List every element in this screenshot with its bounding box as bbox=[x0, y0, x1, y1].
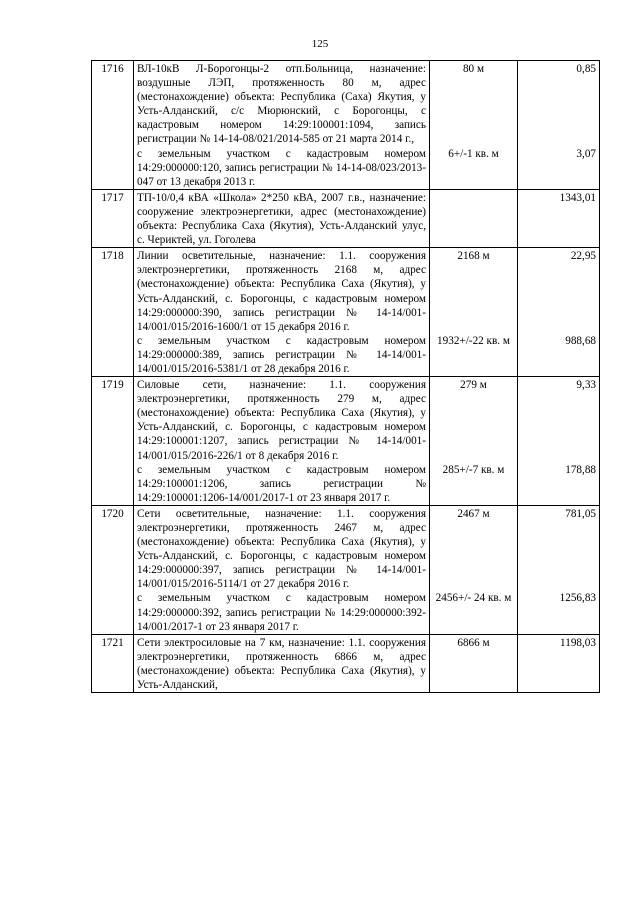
record-description bbox=[134, 189, 430, 247]
record-value bbox=[518, 377, 600, 506]
object-quantity: 2168 м bbox=[457, 250, 490, 263]
record-quantity bbox=[430, 505, 518, 634]
object-value: 1198,03 bbox=[560, 636, 596, 649]
object-description: Линии осветительные, назначение: 1.1. сооружения электроэнергетики, протяженность 2168 м, адрес (местонахождение) объекта: Республика Саха (Якутия), у Усть-Алданский, с. Борогонцы, с кадастровым номером 14:29:000000:390, запись регистрации № 14-14/001-14/001/015/2016-1600/1 от 15 декабря 2016 г. bbox=[137, 250, 426, 333]
property-registry-table bbox=[91, 60, 600, 693]
land-plot-area: 2456+/- 24 кв. м bbox=[435, 592, 512, 605]
object-value: 9,33 bbox=[576, 379, 596, 392]
object-description: ВЛ-10кВ Л-Борогонцы-2 отп.Больница, назначение: воздушные ЛЭП, протяженность 80 м, адрес (местонахождение) объекта: Республика (Саха) Якутия, у Усть-Алданский, с/с Мюрюнский, с Борогонцы, с кадастровым номером 14:29:100001:1094, запись регистрации № 14-14-08/021/2014-585 от 21 марта 2014 г., bbox=[137, 63, 426, 146]
land-plot-description: с земельным участком с кадастровым номером 14:29:000000:392, запись регистрации № 14:29:000000:392-14/001/2017-1 от 23 января 2017 г. bbox=[137, 592, 426, 633]
record-description bbox=[134, 505, 430, 634]
record-value bbox=[518, 248, 600, 377]
land-plot-description: с земельным участком с кадастровым номером 14:29:100001:1206, запись регистрации № 14:29:100001:1206-14/001/2017-1 от 23 января 2017 г. bbox=[137, 463, 426, 504]
page-number: 125 bbox=[311, 38, 329, 50]
record-quantity bbox=[430, 61, 518, 190]
object-description: Силовые сети, назначение: 1.1. сооружения электроэнергетики, протяженность 279 м, адрес (местонахождение) объекта: Республика Саха (Якутия), у Усть-Алданский, с. Борогонцы, с кадастровым номером 14:29:100001:1207, запись регистрации № 14-14/001-14/001/015/2016-226/1 от 8 декабря 2016 г. bbox=[137, 379, 426, 462]
record-value bbox=[518, 189, 600, 247]
land-plot-value: 178,88 bbox=[565, 463, 596, 476]
record-quantity bbox=[430, 189, 518, 247]
record-description bbox=[134, 61, 430, 190]
land-plot-description: с земельным участком с кадастровым номером 14:29:000000:389, запись регистрации № 14-14/001-14/001/015/2016-5381/1 от 28 декабря 2016 г. bbox=[137, 334, 426, 375]
object-description: ТП-10/0,4 кВА «Школа» 2*250 кВА, 2007 г.в., назначение: сооружение электроэнергетики, адрес (местонахождение) объекта: Республика Саха (Якутия), Усть-Алданский улус, с. Чериктей, ул. Гоголева bbox=[137, 191, 426, 247]
object-quantity: 6866 м bbox=[457, 636, 490, 649]
object-description: Сети электросиловые на 7 км, назначение: 1.1. сооружения электроэнергетики, протяженность 6866 м, адрес (местонахождение) объекта: Республика Саха (Якутия), у Усть-Алданский, bbox=[137, 636, 426, 692]
record-description bbox=[134, 634, 430, 692]
record-number: 1717 bbox=[92, 189, 134, 247]
table-row bbox=[92, 505, 600, 634]
table-row bbox=[92, 377, 600, 506]
record-value bbox=[518, 634, 600, 692]
record-description bbox=[134, 248, 430, 377]
land-plot-value: 1256,83 bbox=[559, 592, 596, 605]
object-value: 0,85 bbox=[576, 63, 596, 75]
object-quantity: 279 м bbox=[460, 379, 487, 392]
land-plot-area: 1932+/-22 кв. м bbox=[437, 334, 510, 347]
record-description bbox=[134, 377, 430, 506]
table-row bbox=[92, 248, 600, 377]
object-description: Сети осветительные, назначение: 1.1. сооружения электроэнергетики, протяженность 2467 м, адрес (местонахождение) объекта: Республика Саха (Якутия), у Усть-Алданский, с. Борогонцы, с кадастровым номером 14:29:000000:397, запись регистрации № 14-14/001-14/001/015/2016-5114/1 от 27 декабря 2016 г. bbox=[137, 507, 426, 591]
registry-body bbox=[92, 61, 600, 693]
table-row bbox=[92, 634, 600, 692]
land-plot-description: с земельным участком с кадастровым номером 14:29:000000:120, запись регистрации № 14-14-08/023/2013-047 от 13 декабря 2013 г. bbox=[137, 147, 426, 188]
land-plot-value: 988,68 bbox=[565, 334, 596, 347]
object-value: 1343,01 bbox=[559, 191, 596, 204]
object-value: 22,95 bbox=[570, 250, 596, 263]
record-number: 1718 bbox=[92, 248, 134, 377]
record-quantity bbox=[430, 634, 518, 692]
record-value bbox=[518, 61, 600, 190]
land-plot-area: 285+/-7 кв. м bbox=[442, 463, 505, 476]
record-number: 1721 bbox=[92, 634, 134, 692]
record-quantity bbox=[430, 248, 518, 377]
record-number: 1719 bbox=[92, 377, 134, 506]
record-value bbox=[518, 505, 600, 634]
land-plot-area: 6+/-1 кв. м bbox=[448, 147, 499, 160]
table-row bbox=[92, 189, 600, 247]
record-number: 1716 bbox=[92, 61, 134, 190]
object-quantity: 2467 м bbox=[457, 507, 490, 520]
land-plot-value: 3,07 bbox=[576, 147, 596, 160]
object-quantity: 80 м bbox=[462, 63, 485, 75]
table-row bbox=[92, 61, 600, 190]
record-number: 1720 bbox=[92, 505, 134, 634]
record-quantity bbox=[430, 377, 518, 506]
object-value: 781,05 bbox=[565, 507, 596, 520]
